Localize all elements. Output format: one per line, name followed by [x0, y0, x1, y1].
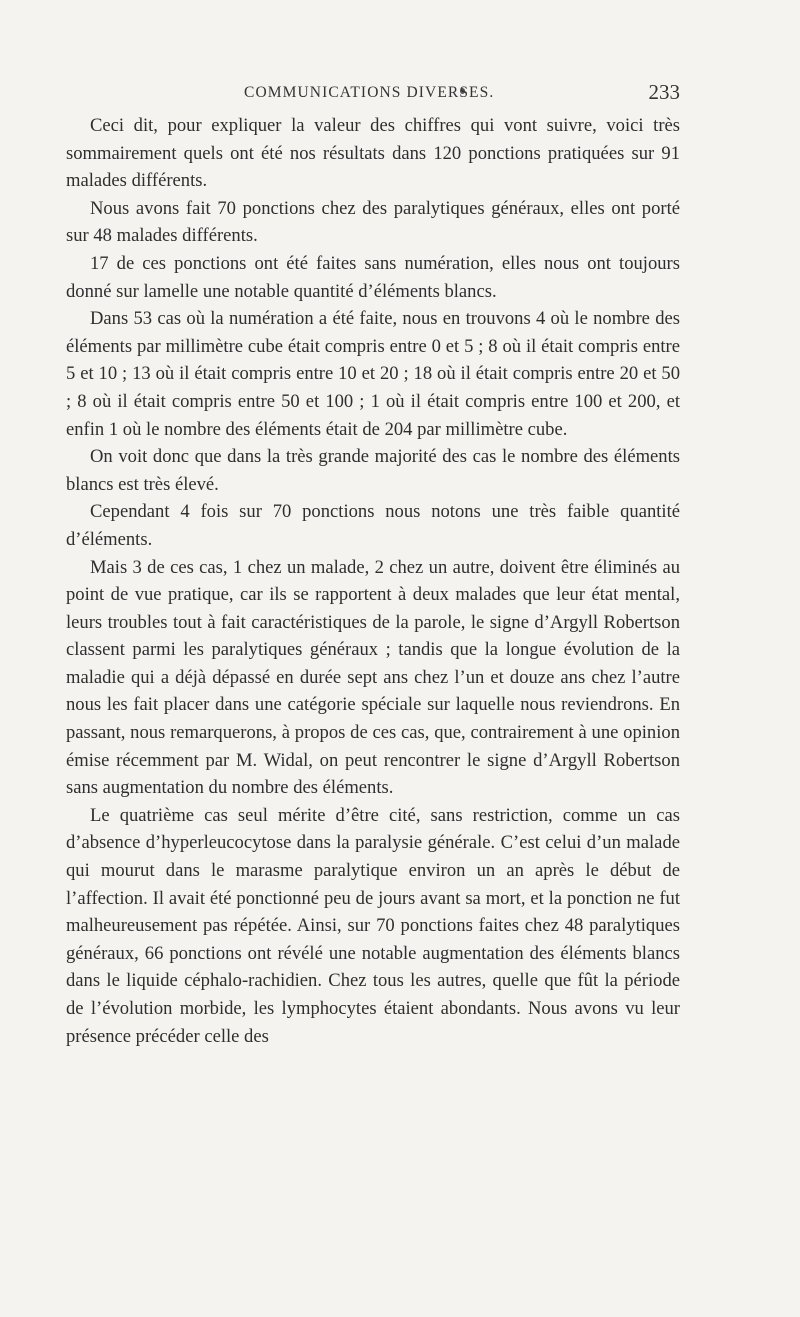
running-head: COMMUNICATIONS DIVERSES.: [244, 84, 495, 101]
paragraph-8: Le quatrième cas seul mérite d’être cité, sans restriction, comme un cas d’absence d’hyperleucocytose dans la paralysie générale. C’est celui d’un malade qui mourut dans le marasme paralytique environ un an après le début de l’affection. Il avait été ponctionné peu de jours avant sa mort, et la ponction ne fut malheureusement pas répétée. Ainsi, sur 70 ponctions faites chez 48 paralytiques généraux, 66 ponctions ont révélé une notable augmentation des éléments blancs dans le liquide céphalo-rachidien. Chez tous les autres, quelle que fût la période de l’évolution morbide, les lymphocytes étaient abondants. Nous avons vu leur présence précéder celle des: [66, 804, 680, 1047]
paragraph-7: Mais 3 de ces cas, 1 chez un malade, 2 chez un autre, doivent être éliminés au point de vue pratique, car ils se rapportent à deux malades que leur état mental, leurs troubles tout à fait caractéristiques de la parole, le signe d’Argyll Robertson classent parmi les paralytiques généraux ; tandis que la longue évolution de la maladie qui a déjà dépassé en durée sept ans chez l’un et douze ans chez l’autre nous les fait placer dans une catégorie spéciale sur laquelle nous reviendrons. En passant, nous remarquerons, à propos de ces cas, que, contrairement à une opinion émise récemment par M. Widal, on peut rencontrer le signe d’Argyll Robertson sans augmentation du nombre des éléments.: [66, 556, 680, 799]
page-number: 233: [648, 80, 680, 104]
paragraph-3: 17 de ces ponctions ont été faites sans numération, elles nous ont toujours donné sur lamelle une notable quantité d’éléments blancs.: [66, 252, 680, 302]
page: [66, 80, 680, 1050]
body-text: [66, 112, 680, 1050]
paragraph-5: On voit donc que dans la très grande majorité des cas le nombre des éléments blancs est très élevé.: [66, 446, 680, 495]
paragraph-6: Cependant 4 fois sur 70 ponctions nous notons une très faible quantité d’éléments.: [66, 501, 680, 550]
paragraph-1: Ceci dit, pour expliquer la valeur des chiffres qui vont suivre, voici très sommairement quels ont été nos résultats dans 120 ponctions pratiquées sur 91 malades différents.: [66, 115, 680, 192]
paragraph-4: Dans 53 cas où la numération a été faite, nous en trouvons 4 où le nombre des éléments par millimètre cube était compris entre 0 et 5 ; 8 où il était compris entre 5 et 10 ; 13 où il était compris entre 10 et 20 ; 18 où il était compris entre 20 et 50 ; 8 où il était compris entre 50 et 100 ; 1 où il était compris entre 100 et 200, et enfin 1 où le nombre des éléments était de 204 par millimètre cube.: [66, 308, 680, 440]
page-header: [66, 80, 680, 106]
paragraph-2: Nous avons fait 70 ponctions chez des paralytiques généraux, elles ont porté sur 48 malades différents.: [66, 197, 680, 247]
